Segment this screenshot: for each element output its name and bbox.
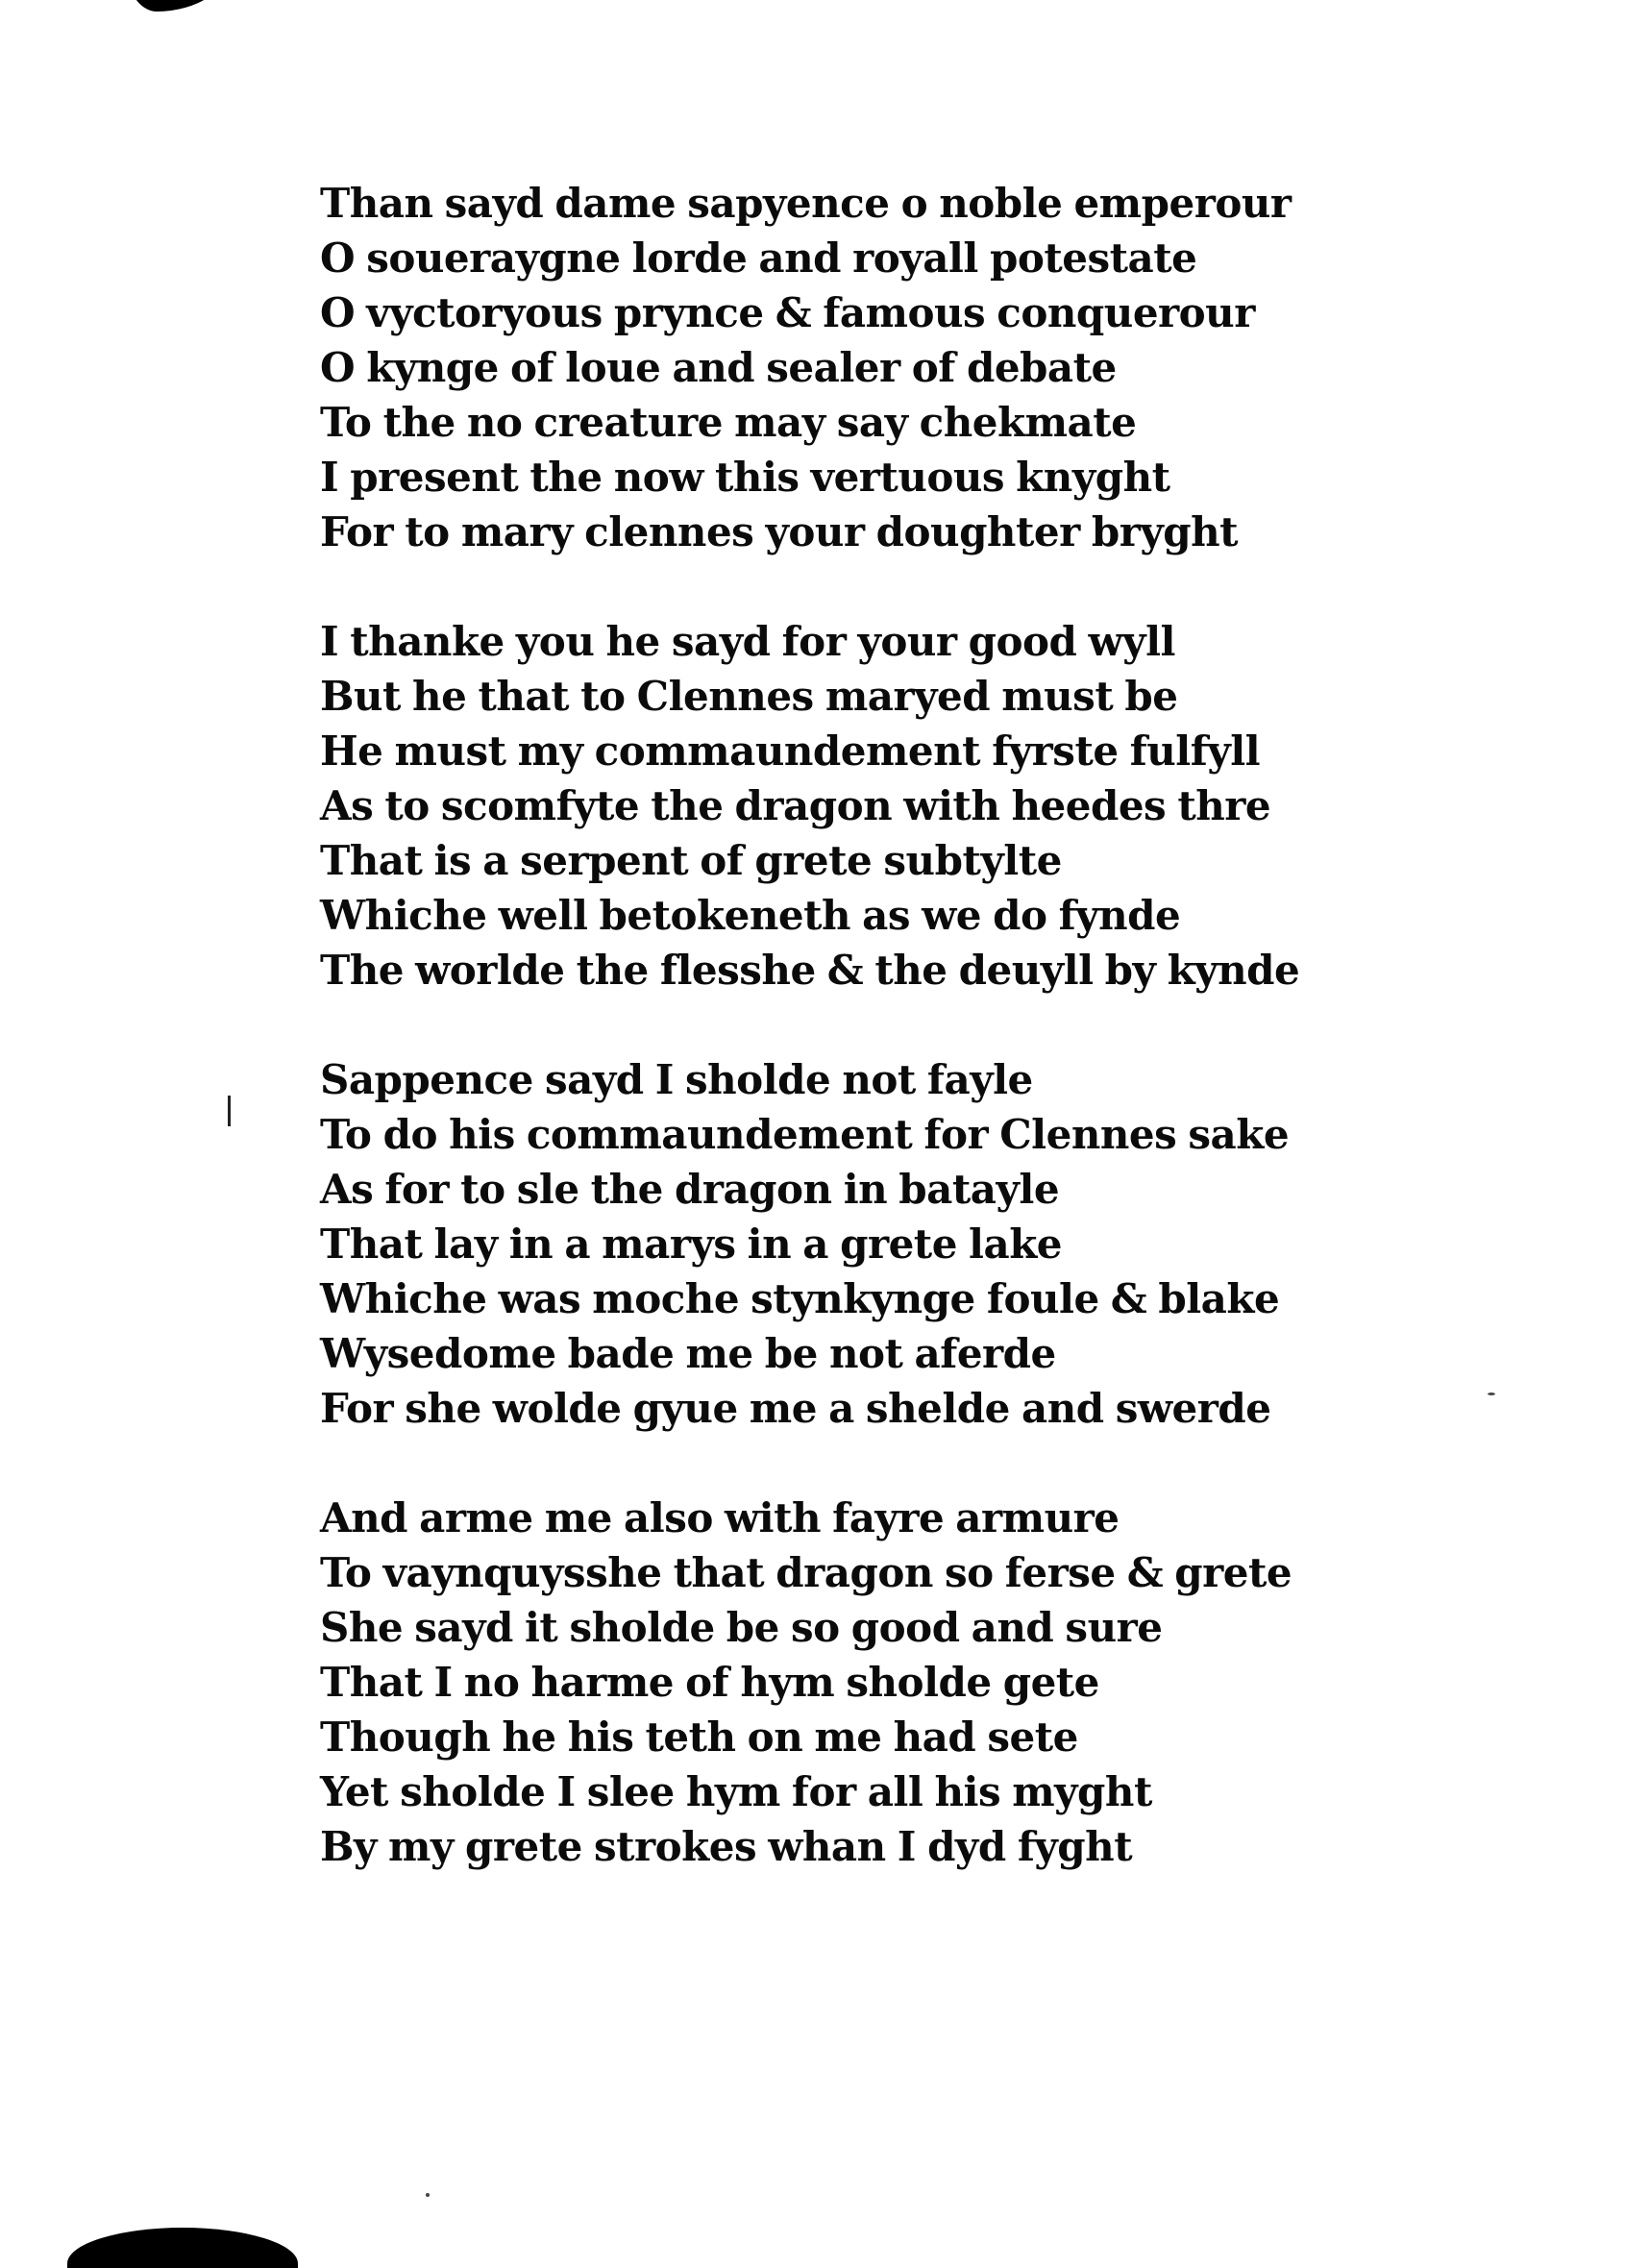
ink-speck <box>1488 1393 1495 1395</box>
verse-line: To do his commaundement for Clennes sake <box>320 1111 1290 1158</box>
ink-blot-top <box>125 0 231 12</box>
verse-line: Though he his teth on me had sete <box>320 1713 1078 1761</box>
verse-line: Yet sholde I slee hym for all his myght <box>320 1768 1152 1815</box>
verse-line: O vyctoryous prynce & famous conquerour <box>320 289 1255 336</box>
verse-line: That lay in a marys in a grete lake <box>320 1220 1063 1268</box>
verse-line: O kynge of loue and sealer of debate <box>320 344 1117 391</box>
verse-line: To vaynquysshe that dragon so ferse & grete <box>320 1549 1292 1596</box>
stanza-2 <box>320 614 1300 998</box>
stanza-3 <box>320 1052 1290 1436</box>
verse-line: I present the now this vertuous knyght <box>320 454 1170 501</box>
verse-line: O soueraygne lorde and royall potestate <box>320 234 1197 282</box>
verse-line: Sappence sayd I sholde not fayle <box>320 1056 1033 1103</box>
stanza-1 <box>320 176 1292 559</box>
verse-line: Whiche was moche stynkynge foule & blake <box>320 1275 1280 1322</box>
verse-line: He must my commaundement fyrste fulfyll <box>320 727 1261 775</box>
verse-line: As to scomfyte the dragon with heedes thre <box>320 782 1271 829</box>
margin-mark <box>228 1096 231 1126</box>
verse-line: The worlde the flesshe & the deuyll by kynde <box>320 947 1300 994</box>
poem-text <box>320 176 1300 1874</box>
verse-line: For to mary clennes your doughter bryght <box>320 508 1239 555</box>
verse-line: Than sayd dame sapyence o noble emperour <box>320 180 1292 227</box>
verse-line: She sayd it sholde be so good and sure <box>320 1604 1163 1651</box>
stanza-4 <box>320 1491 1292 1874</box>
verse-line: That I no harme of hym sholde gete <box>320 1659 1099 1706</box>
verse-line: As for to sle the dragon in batayle <box>320 1166 1060 1213</box>
verse-line: I thanke you he sayd for your good wyll <box>320 618 1175 665</box>
verse-line: And arme me also with fayre armure <box>320 1494 1120 1541</box>
verse-line: For she wolde gyue me a shelde and swerde <box>320 1385 1271 1432</box>
verse-line: To the no creature may say chekmate <box>320 399 1137 446</box>
ink-blot-bottom <box>67 2228 298 2268</box>
verse-line: That is a serpent of grete subtylte <box>320 837 1062 884</box>
ink-speck <box>426 2193 430 2197</box>
verse-line: Whiche well betokeneth as we do fynde <box>320 892 1181 939</box>
verse-line: Wysedome bade me be not aferde <box>320 1330 1056 1377</box>
verse-line: By my grete strokes whan I dyd fyght <box>320 1823 1133 1870</box>
verse-line: But he that to Clennes maryed must be <box>320 673 1178 720</box>
